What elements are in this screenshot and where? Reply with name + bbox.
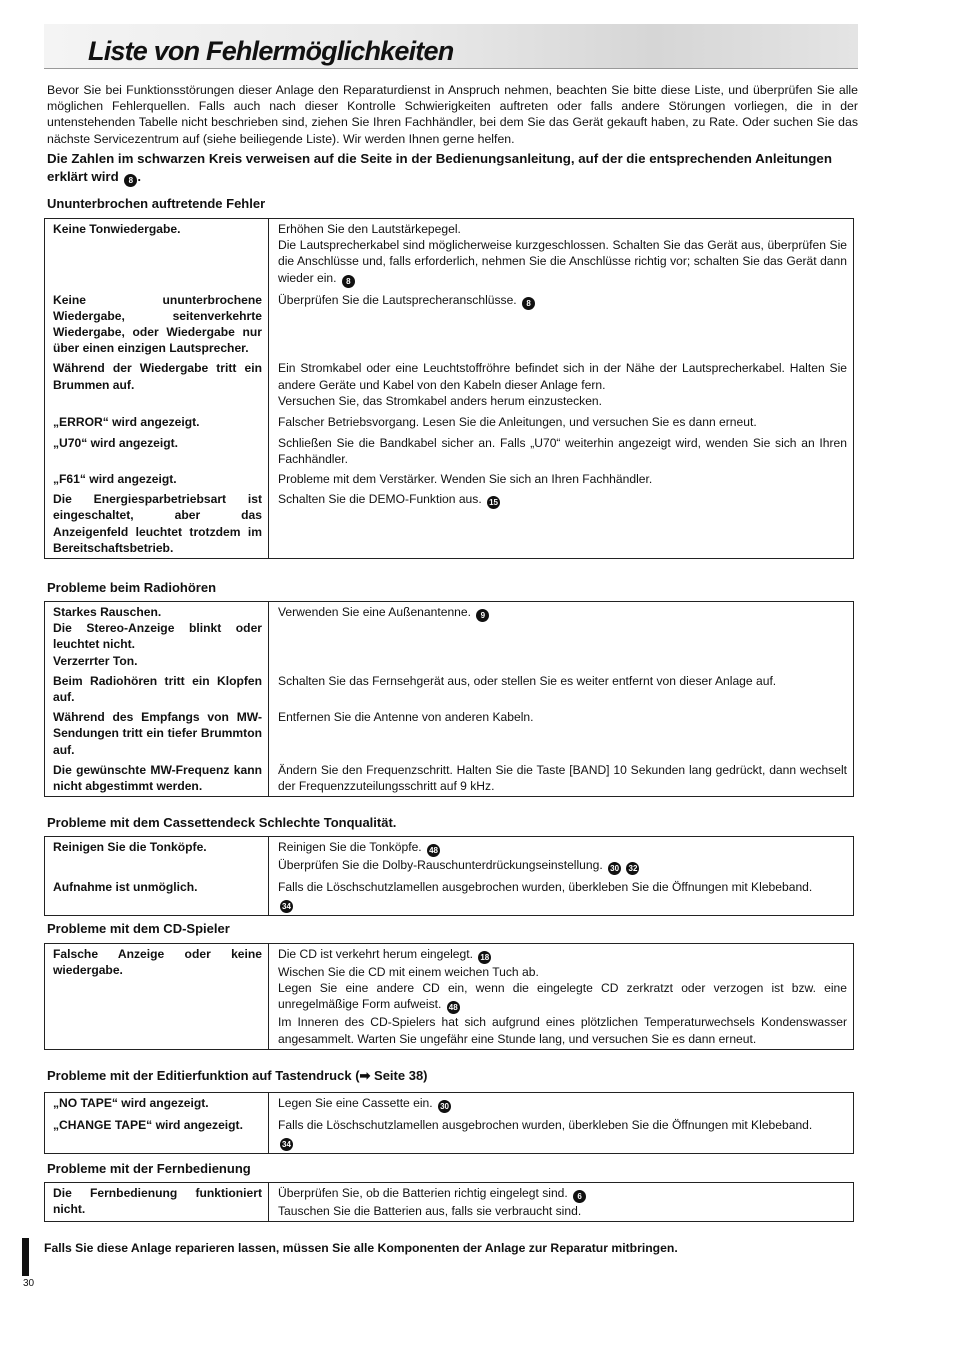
- section-title: Probleme beim Radiohören: [47, 580, 217, 595]
- page-ref-badge: 30: [608, 862, 621, 875]
- table-row: [45, 837, 854, 878]
- remedy-line: [278, 980, 847, 1014]
- page-ref-badge: 34: [280, 900, 293, 913]
- table-row: [45, 412, 854, 432]
- table-row: [45, 469, 854, 489]
- remedy-cell: [269, 1093, 854, 1116]
- remedy-text: Reinigen Sie die Tonköpfe.: [278, 840, 422, 854]
- table-row: [45, 944, 854, 1050]
- remedy-text: Erhöhen Sie den Lautstärkepegel.: [278, 222, 461, 236]
- troubleshooting-table: [44, 943, 854, 1050]
- table-row: [45, 1183, 854, 1222]
- page-ref-badge: 8: [342, 275, 355, 288]
- symptom-cell: „F61“ wird angezeigt.: [45, 469, 269, 489]
- intro-paragraph: Bevor Sie bei Funktionsstörungen dieser Anlage den Reparaturdienst in Anspruch nehmen, beachten Sie bitte diese Liste, und überprüfen Sie alle möglichen Fehlerquellen. Falls auch nach dieser Kontrolle Schwierigkeiten auftreten oder falls andere Störungen vorliegen, die in der untenstehenden Tabelle nicht beschrieben sind, ziehen Sie Ihren Fachhändler, bei dem Sie das Gerät gekauft haben, zu Rate. Oder suchen Sie das nächste Servicezentrum auf (siehe beiliegende Liste). Wir werden Ihnen gerne helfen.: [47, 83, 858, 146]
- table-row: [45, 433, 854, 469]
- table-row: [45, 877, 854, 916]
- title-rule: [44, 68, 858, 69]
- symptom-cell: „U70“ wird angezeigt.: [45, 433, 269, 469]
- section-title: Probleme mit der Fernbedienung: [47, 1161, 251, 1176]
- table-row: [45, 290, 854, 359]
- table-row: [45, 489, 854, 558]
- symptom-cell: Aufnahme ist unmöglich.: [45, 877, 269, 916]
- remedy-cell: Ändern Sie den Frequenzschritt. Halten Sie die Taste [BAND] 10 Sekunden lang gedrückt, dann wechselt der Frequenzzuteilungsschritt auf 9 kHz.: [278, 762, 847, 794]
- remedy-text: Überprüfen Sie die Lautsprecheranschlüsse.: [278, 292, 517, 307]
- remedy-text: Versuchen Sie, das Stromkabel anders herum einzustecken.: [278, 393, 603, 408]
- troubleshooting-table: [44, 218, 854, 559]
- table-row: [45, 707, 854, 760]
- remedy-line: [278, 839, 847, 857]
- remedy-cell: [269, 602, 854, 671]
- page-ref-badge: 34: [280, 1138, 293, 1151]
- symptom-cell: Während des Empfangs von MW-Sendungen tritt ein tiefer Brummton auf.: [45, 707, 269, 760]
- remedy-cell: [269, 837, 854, 878]
- symptom-cell: „ERROR“ wird angezeigt.: [45, 412, 269, 432]
- table-row: [45, 671, 854, 707]
- table-row: [45, 1093, 854, 1116]
- symptom-cell: Reinigen Sie die Tonköpfe.: [45, 837, 269, 878]
- section-title: Ununterbrochen auftretende Fehler: [47, 196, 266, 211]
- remedy-line: [278, 237, 847, 287]
- remedy-text: Tauschen Sie die Batterien aus, falls sie verbraucht sind.: [278, 1204, 582, 1218]
- table-row: [45, 219, 854, 290]
- symptom-cell: Während der Wiedergabe tritt ein Brummen auf.: [45, 358, 269, 412]
- remedy-text: Die CD ist verkehrt herum eingelegt.: [278, 947, 473, 961]
- symptom-text: Starkes Rauschen.: [53, 605, 162, 619]
- page-ref-badge: 48: [447, 1001, 460, 1014]
- notice-text: Die Zahlen im schwarzen Kreis verweisen auf die Seite in der Bedienungsanleitung, auf der die entsprechenden Anleitungen erklärt wird: [47, 151, 832, 184]
- section-title: Probleme mit dem Cassettendeck Schlechte Tonqualität.: [47, 815, 397, 830]
- remedy-text: Überprüfen Sie, ob die Batterien richtig eingelegt sind.: [278, 1186, 568, 1200]
- remedy-cell: [269, 1183, 854, 1222]
- symptom-cell: „NO TAPE“ wird angezeigt.: [45, 1093, 269, 1116]
- troubleshooting-table: [44, 601, 854, 797]
- remedy-text: Überprüfen Sie die Dolby-Rauschunterdrückungseinstellung.: [278, 858, 603, 872]
- page-ref-badge: 8: [522, 297, 535, 310]
- symptom-cell: Falsche Anzeige oder keine wiedergabe.: [45, 944, 269, 1050]
- remedy-cell: [269, 489, 854, 558]
- section-title: Probleme mit der Editierfunktion auf Tastendruck (➡ Seite 38): [47, 1068, 428, 1083]
- remedy-cell: Schalten Sie das Fernsehgerät aus, oder stellen Sie es weiter entfernt von dieser Anlage auf.: [278, 673, 777, 688]
- symptom-cell: Beim Radiohören tritt ein Klopfen auf.: [45, 671, 269, 707]
- remedy-cell: [269, 219, 854, 290]
- page-ref-badge: 15: [487, 496, 500, 509]
- page-title: Liste von Fehlermöglichkeiten: [88, 36, 454, 66]
- page-ref-badge: 18: [478, 951, 491, 964]
- symptom-cell: [45, 602, 269, 671]
- table-row: [45, 760, 854, 797]
- page-ref-badge: 9: [476, 609, 489, 622]
- page-ref-badge: 32: [626, 862, 639, 875]
- remedy-line: [278, 857, 847, 875]
- symptom-cell: Keine Tonwiedergabe.: [45, 219, 269, 290]
- remedy-cell: [269, 358, 854, 412]
- remedy-cell: Schließen Sie die Bandkabel sicher an. Falls „U70“ weiterhin angezeigt wird, wenden Sie sich an Ihren Fachhändler.: [278, 435, 847, 466]
- remedy-text: Falls die Löschschutzlamellen ausgebrochen wurden, überkleben Sie die Öffnungen mit Klebeband.: [278, 1118, 813, 1132]
- symptom-cell: Keine ununterbrochene Wiedergabe, seitenverkehrte Wiedergabe, oder Wiedergabe nur über einen einzigen Lautsprecher.: [45, 290, 269, 359]
- remedy-text: Schalten Sie die DEMO-Funktion aus.: [278, 492, 482, 507]
- remedy-text: Wischen Sie die CD mit einem weichen Tuch ab.: [278, 965, 539, 979]
- remedy-line: [278, 946, 847, 964]
- remedy-text: Falls die Löschschutzlamellen ausgebrochen wurden, überkleben Sie die Öffnungen mit Klebeband.: [278, 880, 813, 894]
- remedy-text: Im Inneren des CD-Spielers hat sich aufgrund eines plötzlichen Temperaturwechsels Kondenswasser angesammelt. Warten Sie ungefähr eine Stunde lang, und versuchen Sie es dann erneut.: [278, 1015, 847, 1046]
- symptom-cell: Die Fernbedienung funktioniert nicht.: [45, 1183, 269, 1222]
- table-row: [45, 602, 854, 671]
- notice-paragraph: Die Zahlen im schwarzen Kreis verweisen auf die Seite in der Bedienungsanleitung, auf der die entsprechenden Anleitungen erklärt wird 8 .: [47, 151, 832, 185]
- page-ref-badge: 30: [438, 1100, 451, 1113]
- remedy-text: Die Lautsprecherkabel sind möglicherweise kurzgeschlossen. Schalten Sie das Gerät aus, überprüfen Sie die Anschlüsse und, falls erforderlich, nehmen Sie die Anschlüsse richtig vor; schalten Sie das Gerät dann wieder ein.: [278, 238, 847, 285]
- remedy-cell: Falscher Betriebsvorgang. Lesen Sie die Anleitungen, und versuchen Sie es dann erneut.: [278, 415, 757, 430]
- remedy-cell: Probleme mit dem Verstärker. Wenden Sie sich an Ihren Fachhändler.: [278, 472, 653, 487]
- symptom-text: Die Stereo-Anzeige blinkt oder leuchtet nicht.: [53, 621, 262, 652]
- remedy-text: Legen Sie eine Cassette ein.: [278, 1096, 433, 1110]
- page-ref-badge: 48: [427, 844, 440, 857]
- footer-note: Falls Sie diese Anlage reparieren lassen, müssen Sie alle Komponenten der Anlage zur Reparatur mitbringen.: [44, 1241, 678, 1255]
- remedy-line: [278, 1185, 847, 1203]
- symptom-text: Verzerrter Ton.: [53, 653, 138, 668]
- symptom-cell: „CHANGE TAPE“ wird angezeigt.: [45, 1115, 269, 1154]
- remedy-cell: [269, 877, 854, 916]
- footer-marker-bar: [22, 1238, 29, 1276]
- table-row: [45, 1115, 854, 1154]
- page-number: 30: [23, 1278, 35, 1289]
- remedy-text: Legen Sie eine andere CD ein, wenn die eingelegte CD zerkratzt oder verzogen ist bzw. eine unregelmäßige Form aufweist.: [278, 981, 847, 1012]
- symptom-cell: Die Energiesparbetriebsart ist eingeschaltet, aber das Anzeigenfeld leuchtet trotzdem im Bereitschaftsbetrieb.: [45, 489, 269, 558]
- page-ref-badge: 8: [124, 174, 137, 187]
- remedy-text: Ein Stromkabel oder eine Leuchtstoffröhre befindet sich in der Nähe der Lautsprecherkabel. Halten Sie andere Geräte und Kabel von den Kabeln dieser Anlage fern.: [278, 361, 847, 392]
- remedy-cell: [269, 944, 854, 1050]
- symptom-cell: Die gewünschte MW-Frequenz kann nicht abgestimmt werden.: [45, 760, 269, 797]
- troubleshooting-table: [44, 836, 854, 916]
- page-ref-badge: 6: [573, 1190, 586, 1203]
- table-row: [45, 358, 854, 412]
- remedy-cell: Entfernen Sie die Antenne von anderen Kabeln.: [278, 710, 534, 725]
- section-title: Probleme mit dem CD-Spieler: [47, 921, 230, 936]
- remedy-cell: [269, 1115, 854, 1154]
- troubleshooting-table: [44, 1182, 854, 1222]
- troubleshooting-table: [44, 1092, 854, 1154]
- remedy-text: Verwenden Sie eine Außenantenne.: [278, 605, 471, 619]
- remedy-cell: [269, 290, 854, 359]
